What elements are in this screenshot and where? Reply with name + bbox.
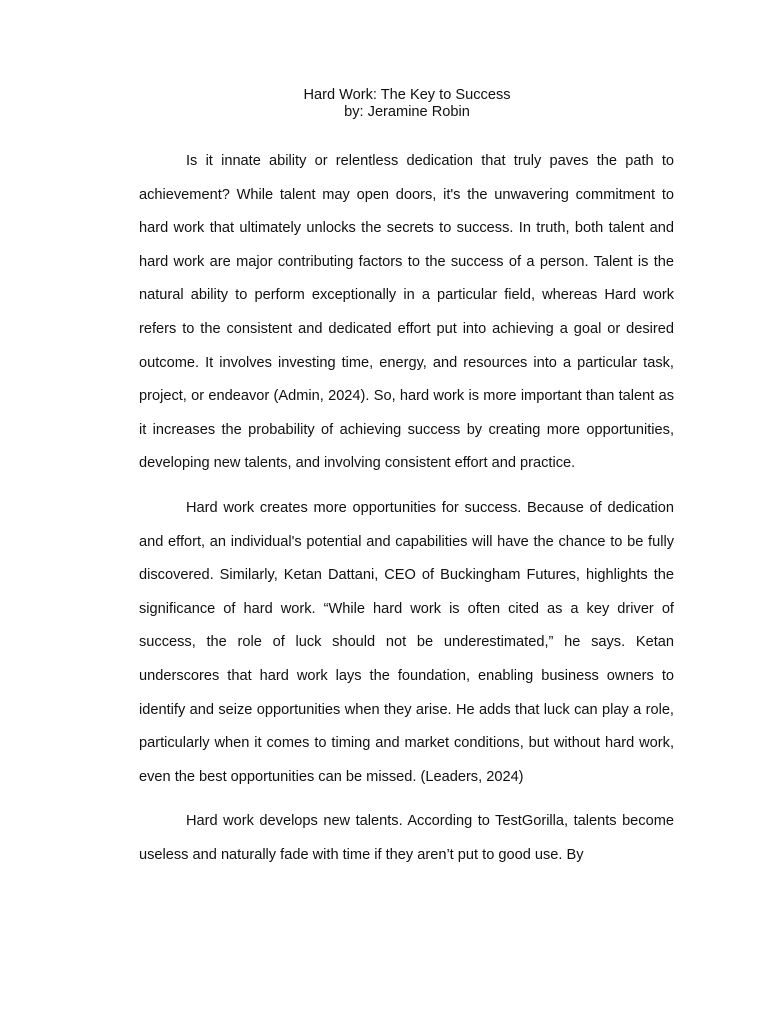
document-title: Hard Work: The Key to Success	[303, 87, 511, 103]
document-body	[139, 145, 674, 883]
paragraph-2: Hard work creates more opportunities for success. Because of dedication and effort, an individual's potential and capabilities will have the chance to be fully discovered. Similarly, Ketan Dattani, CEO of Buckingham Futures, highlights the significance of hard work. “While hard work is often cited as a key driver of success, the role of luck should not be underestimated,” he says. Ketan underscores that hard work lays the foundation, enabling business owners to identify and seize opportunities when they arise. He adds that luck can play a role, particularly when it comes to timing and market conditions, but without hard work, even the best opportunities can be missed. (Leaders, 2024)	[139, 499, 674, 785]
title-block	[0, 87, 768, 121]
paragraph-1: Is it innate ability or relentless dedication that truly paves the path to achievement? While talent may open doors, it's the unwavering commitment to hard work that ultimately unlocks the secrets to success. In truth, both talent and hard work are major contributing factors to the success of a person. Talent is the natural ability to perform exceptionally in a particular field, whereas Hard work refers to the consistent and dedicated effort put into achieving a goal or desired outcome. It involves investing time, energy, and resources into a particular task, project, or endeavor (Admin, 2024). So, hard work is more important than talent as it increases the probability of achieving success by creating more opportunities, developing new talents, and involving consistent effort and practice.	[139, 153, 674, 472]
document-byline: by: Jeramine Robin	[344, 104, 470, 120]
paragraph-3: Hard work develops new talents. According to TestGorilla, talents become useless and naturally fade with time if they aren’t put to good use. By	[139, 813, 674, 863]
